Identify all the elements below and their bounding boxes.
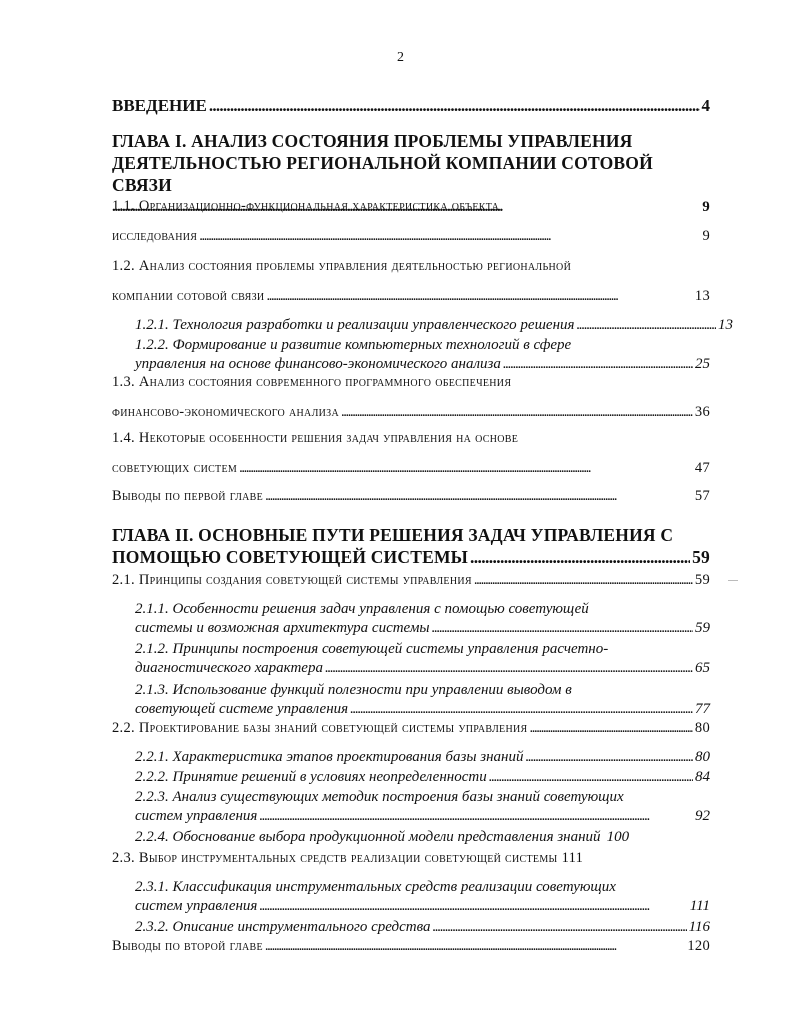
- toc-subsection-2-1-3[interactable]: [112, 681, 710, 719]
- toc-section-2-3[interactable]: [112, 850, 710, 867]
- section-1-2-page: 13: [694, 288, 710, 304]
- scan-mark: [728, 580, 738, 581]
- conclusion-2-page: 120: [687, 938, 710, 954]
- subsection-2-3-1-page: 111: [689, 898, 710, 914]
- section-2-1-page: 59: [694, 572, 710, 588]
- subsection-2-2-4-page: 100: [606, 829, 630, 845]
- subsection-2-2-4-text: 2.2.4. Обоснование выбора продукционной модели представления знаний: [135, 829, 601, 845]
- subsection-2-3-2-page: 116: [688, 919, 710, 935]
- section-1-1-line2: исследования: [112, 228, 198, 244]
- subsection-2-1-2-line1: 2.1.2. Принципы построения советующей системы управления расчетно-: [135, 641, 609, 657]
- section-1-3-line1: 1.3. Анализ состояния современного программного обеспечения: [112, 374, 512, 390]
- toc-subsection-1-2-2[interactable]: [112, 336, 710, 374]
- toc-subsection-2-1-1[interactable]: [112, 600, 710, 638]
- subsection-2-2-3-line1: 2.2.3. Анализ существующих методик построения базы знаний советующих: [135, 789, 624, 805]
- chapter-2-title-line2: ПОМОЩЬЮ СОВЕТУЮЩЕЙ СИСТЕМЫ: [112, 547, 469, 567]
- subsection-1-2-2-line1: 1.2.2. Формирование и развитие компьютерных технологий в сфере: [135, 337, 572, 353]
- subsection-2-2-1-page: 80: [695, 749, 710, 765]
- toc-subsection-1-2-1[interactable]: [112, 316, 733, 335]
- subsection-2-2-2-text: 2.2.2. Принятие решений в условиях неопределенности: [135, 769, 487, 785]
- toc-subsection-2-3-1[interactable]: [112, 878, 710, 916]
- section-1-2-line1: 1.2. Анализ состояния проблемы управления деятельностью региональной: [112, 258, 572, 274]
- toc-intro-title: ВВЕДЕНИЕ: [112, 96, 207, 115]
- toc-subsection-2-1-2[interactable]: [112, 640, 710, 678]
- conclusion-1-page: 57: [694, 488, 710, 504]
- toc-intro-page: 4: [701, 96, 710, 115]
- subsection-2-1-1-line1: 2.1.1. Особенности решения задач управления с помощью советующей: [135, 601, 589, 617]
- subsection-1-2-1-page: 13: [718, 317, 733, 333]
- subsection-1-2-1-text: 1.2.1. Технология разработки и реализации управленческого решения: [135, 317, 575, 333]
- page-number: 2: [397, 50, 404, 65]
- section-2-2-text: 2.2. Проектирование базы знаний советующей системы управления: [112, 720, 528, 736]
- subsection-2-1-1-line2: системы и возможная архитектура системы: [135, 620, 430, 636]
- chapter-2-page: 59: [692, 547, 710, 567]
- subsection-2-1-3-page: 77: [695, 701, 710, 717]
- toc-section-1-2[interactable]: [112, 258, 710, 305]
- section-1-1-page: 9: [702, 228, 710, 244]
- subsection-2-2-2-page: 84: [695, 769, 710, 785]
- toc-section-1-4[interactable]: [112, 430, 710, 477]
- subsection-2-2-3-line2: систем управления: [135, 808, 258, 824]
- section-1-3-line2: финансово-экономического анализа: [112, 404, 339, 420]
- toc-section-2-1[interactable]: [112, 572, 710, 589]
- conclusion-1-text: Выводы по первой главе: [112, 488, 264, 504]
- subsection-2-2-1-text: 2.2.1. Характеристика этапов проектирования базы знаний: [135, 749, 524, 765]
- section-1-4-line2: советующих систем: [112, 460, 238, 476]
- subsection-2-1-3-line2: советующей системе управления: [135, 701, 349, 717]
- subsection-2-1-3-line1: 2.1.3. Использование функций полезности при управлении выводом в: [135, 682, 572, 698]
- chapter-1-page: 9: [702, 199, 710, 215]
- section-1-1-line1: 1.1. Организационно-функциональная характеристика объекта: [112, 198, 500, 214]
- toc-conclusion-2[interactable]: [112, 938, 710, 955]
- toc-section-1-1[interactable]: [112, 198, 710, 245]
- section-1-3-page: 36: [694, 404, 710, 420]
- toc-section-1-3[interactable]: [112, 374, 710, 421]
- subsection-2-1-2-line2: диагностического характера: [135, 660, 323, 676]
- subsection-1-2-2-line2: управления на основе финансово-экономического анализа: [135, 356, 501, 372]
- subsection-2-2-3-page: 92: [695, 808, 710, 824]
- subsection-2-3-2-text: 2.3.2. Описание инструментального средства: [135, 919, 431, 935]
- toc-subsection-2-2-2[interactable]: [112, 768, 710, 787]
- toc-subsection-2-2-4[interactable]: [112, 828, 710, 847]
- subsection-1-2-2-page: 25: [695, 356, 710, 372]
- chapter-1-title-line2: ДЕЯТЕЛЬНОСТЬЮ РЕГИОНАЛЬНОЙ КОМПАНИИ СОТОВОЙ СВЯЗИ: [112, 153, 653, 195]
- subsection-2-3-1-line1: 2.3.1. Классификация инструментальных средств реализации советующих: [135, 879, 616, 895]
- chapter-2-title-line1: ГЛАВА II. ОСНОВНЫЕ ПУТИ РЕШЕНИЯ ЗАДАЧ УПРАВЛЕНИЯ С: [112, 525, 674, 545]
- toc-chapter-2[interactable]: [112, 524, 710, 568]
- subsection-2-3-1-line2: систем управления: [135, 898, 258, 914]
- chapter-1-title-line1: ГЛАВА I. АНАЛИЗ СОСТОЯНИЯ ПРОБЛЕМЫ УПРАВЛЕНИЯ: [112, 131, 633, 151]
- toc-subsection-2-2-3[interactable]: [112, 788, 710, 826]
- toc-section-2-2[interactable]: [112, 720, 710, 737]
- toc-subsection-2-2-1[interactable]: [112, 748, 710, 767]
- subsection-2-1-1-page: 59: [695, 620, 710, 636]
- section-1-4-page: 47: [694, 460, 710, 476]
- toc-conclusion-1[interactable]: [112, 488, 710, 505]
- toc-intro[interactable]: [112, 96, 710, 116]
- section-2-1-text: 2.1. Принципы создания советующей системы управления: [112, 572, 472, 588]
- section-2-3-text: 2.3. Выбор инструментальных средств реализации советующей системы: [112, 850, 558, 866]
- subsection-2-1-2-page: 65: [695, 660, 710, 676]
- toc-subsection-2-3-2[interactable]: [112, 918, 710, 937]
- section-2-2-page: 80: [694, 720, 710, 736]
- conclusion-2-text: Выводы по второй главе: [112, 938, 263, 954]
- section-1-4-line1: 1.4. Некоторые особенности решения задач управления на основе: [112, 430, 519, 446]
- section-1-2-line2: компании сотовой связи: [112, 288, 265, 304]
- section-2-3-page: 111: [561, 850, 584, 866]
